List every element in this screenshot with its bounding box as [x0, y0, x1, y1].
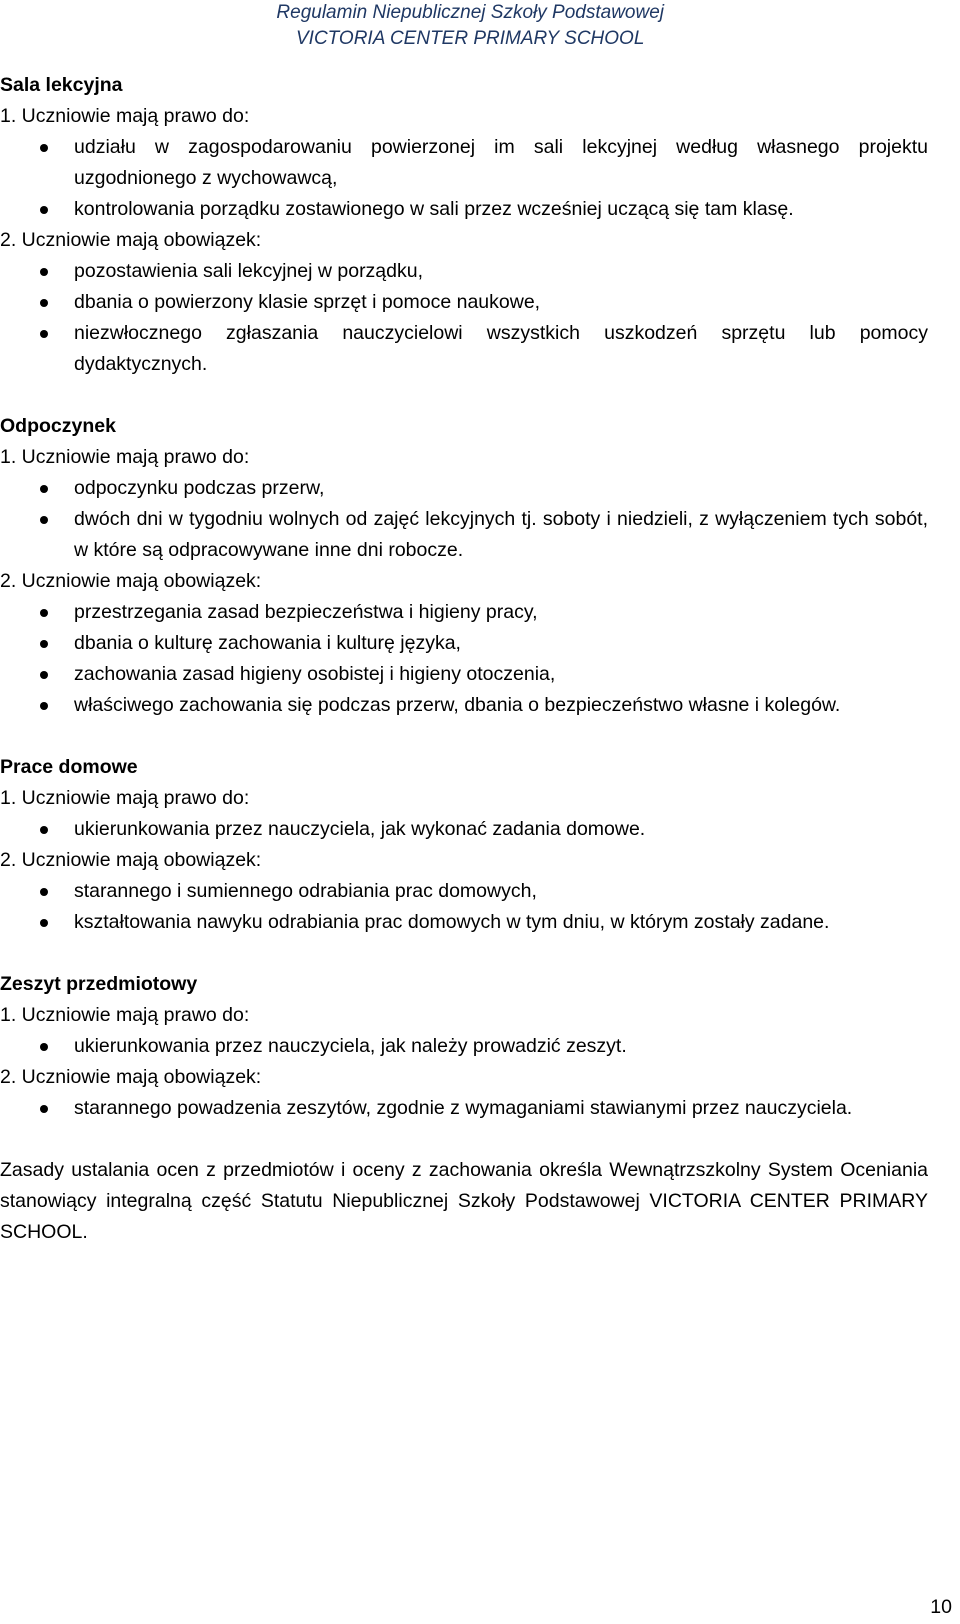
rights-intro: 1. Uczniowie mają prawo do: — [0, 787, 250, 809]
section-zeszyt-przedmiotowy — [0, 969, 928, 1124]
header-school-name: VICTORIA CENTER PRIMARY SCHOOL — [296, 28, 645, 49]
list-item: kontrolowania porządku zostawionego w sali przez wcześniej uczącą się tam klasę. — [0, 194, 928, 225]
list-item: udziału w zagospodarowaniu powierzonej im sali lekcyjnej według własnego projektu uzgodnionego z wychowawcą, — [0, 132, 928, 194]
list-item: właściwego zachowania się podczas przerw, dbania o bezpieczeństwo własne i kolegów. — [0, 690, 928, 721]
rights-intro: 1. Uczniowie mają prawo do: — [0, 446, 250, 468]
duties-intro: 2. Uczniowie mają obowiązek: — [0, 229, 262, 251]
list-item: dbania o kulturę zachowania i kulturę języka, — [0, 628, 928, 659]
duties-list — [0, 1093, 928, 1124]
duties-list — [0, 597, 928, 721]
page-number: 10 — [930, 1596, 952, 1618]
list-item: starannego powadzenia zeszytów, zgodnie z wymaganiami stawianymi przez nauczyciela. — [0, 1093, 928, 1124]
section-title: Zeszyt przedmiotowy — [0, 973, 198, 995]
rights-list — [0, 1031, 928, 1062]
list-item: dbania o powierzony klasie sprzęt i pomoce naukowe, — [0, 287, 928, 318]
list-item: niezwłocznego zgłaszania nauczycielowi wszystkich uszkodzeń sprzętu lub pomocy dydaktycznych. — [0, 318, 928, 380]
rights-intro: 1. Uczniowie mają prawo do: — [0, 1004, 250, 1026]
duties-list — [0, 876, 928, 938]
section-title: Sala lekcyjna — [0, 74, 123, 96]
list-item: zachowania zasad higieny osobistej i higieny otoczenia, — [0, 659, 928, 690]
list-item: przestrzegania zasad bezpieczeństwa i higieny pracy, — [0, 597, 928, 628]
duties-list — [0, 256, 928, 380]
page-header — [276, 0, 664, 52]
list-item: dwóch dni w tygodniu wolnych od zajęć lekcyjnych tj. soboty i niedzieli, z wyłączeniem tych sobót, w które są odpracowywane inne dni robocze. — [0, 504, 928, 566]
duties-intro: 2. Uczniowie mają obowiązek: — [0, 1066, 262, 1088]
duties-intro: 2. Uczniowie mają obowiązek: — [0, 570, 262, 592]
section-title: Odpoczynek — [0, 415, 116, 437]
list-item: kształtowania nawyku odrabiania prac domowych w tym dniu, w którym zostały zadane. — [0, 907, 928, 938]
list-item: starannego i sumiennego odrabiania prac domowych, — [0, 876, 928, 907]
section-title: Prace domowe — [0, 756, 138, 778]
rights-list — [0, 132, 928, 225]
list-item: ukierunkowania przez nauczyciela, jak wykonać zadania domowe. — [0, 814, 928, 845]
list-item: odpoczynku podczas przerw, — [0, 473, 928, 504]
rights-list — [0, 814, 928, 845]
section-odpoczynek — [0, 411, 928, 721]
header-title-line: Regulamin Niepublicznej Szkoły Podstawowej — [276, 2, 664, 23]
section-prace-domowe — [0, 752, 928, 938]
duties-intro: 2. Uczniowie mają obowiązek: — [0, 849, 262, 871]
rights-list — [0, 473, 928, 566]
section-sala-lekcyjna — [0, 70, 928, 380]
closing-paragraph: Zasady ustalania ocen z przedmiotów i oceny z zachowania określa Wewnątrzszkolny System Oceniania stanowiący integralną część Statutu Niepublicznej Szkoły Podstawowej VICTORIA CENTER PRIMARY SCHOOL. — [0, 1159, 928, 1243]
list-item: ukierunkowania przez nauczyciela, jak należy prowadzić zeszyt. — [0, 1031, 928, 1062]
rights-intro: 1. Uczniowie mają prawo do: — [0, 105, 250, 127]
list-item: pozostawienia sali lekcyjnej w porządku, — [0, 256, 928, 287]
document-body — [0, 70, 928, 1248]
